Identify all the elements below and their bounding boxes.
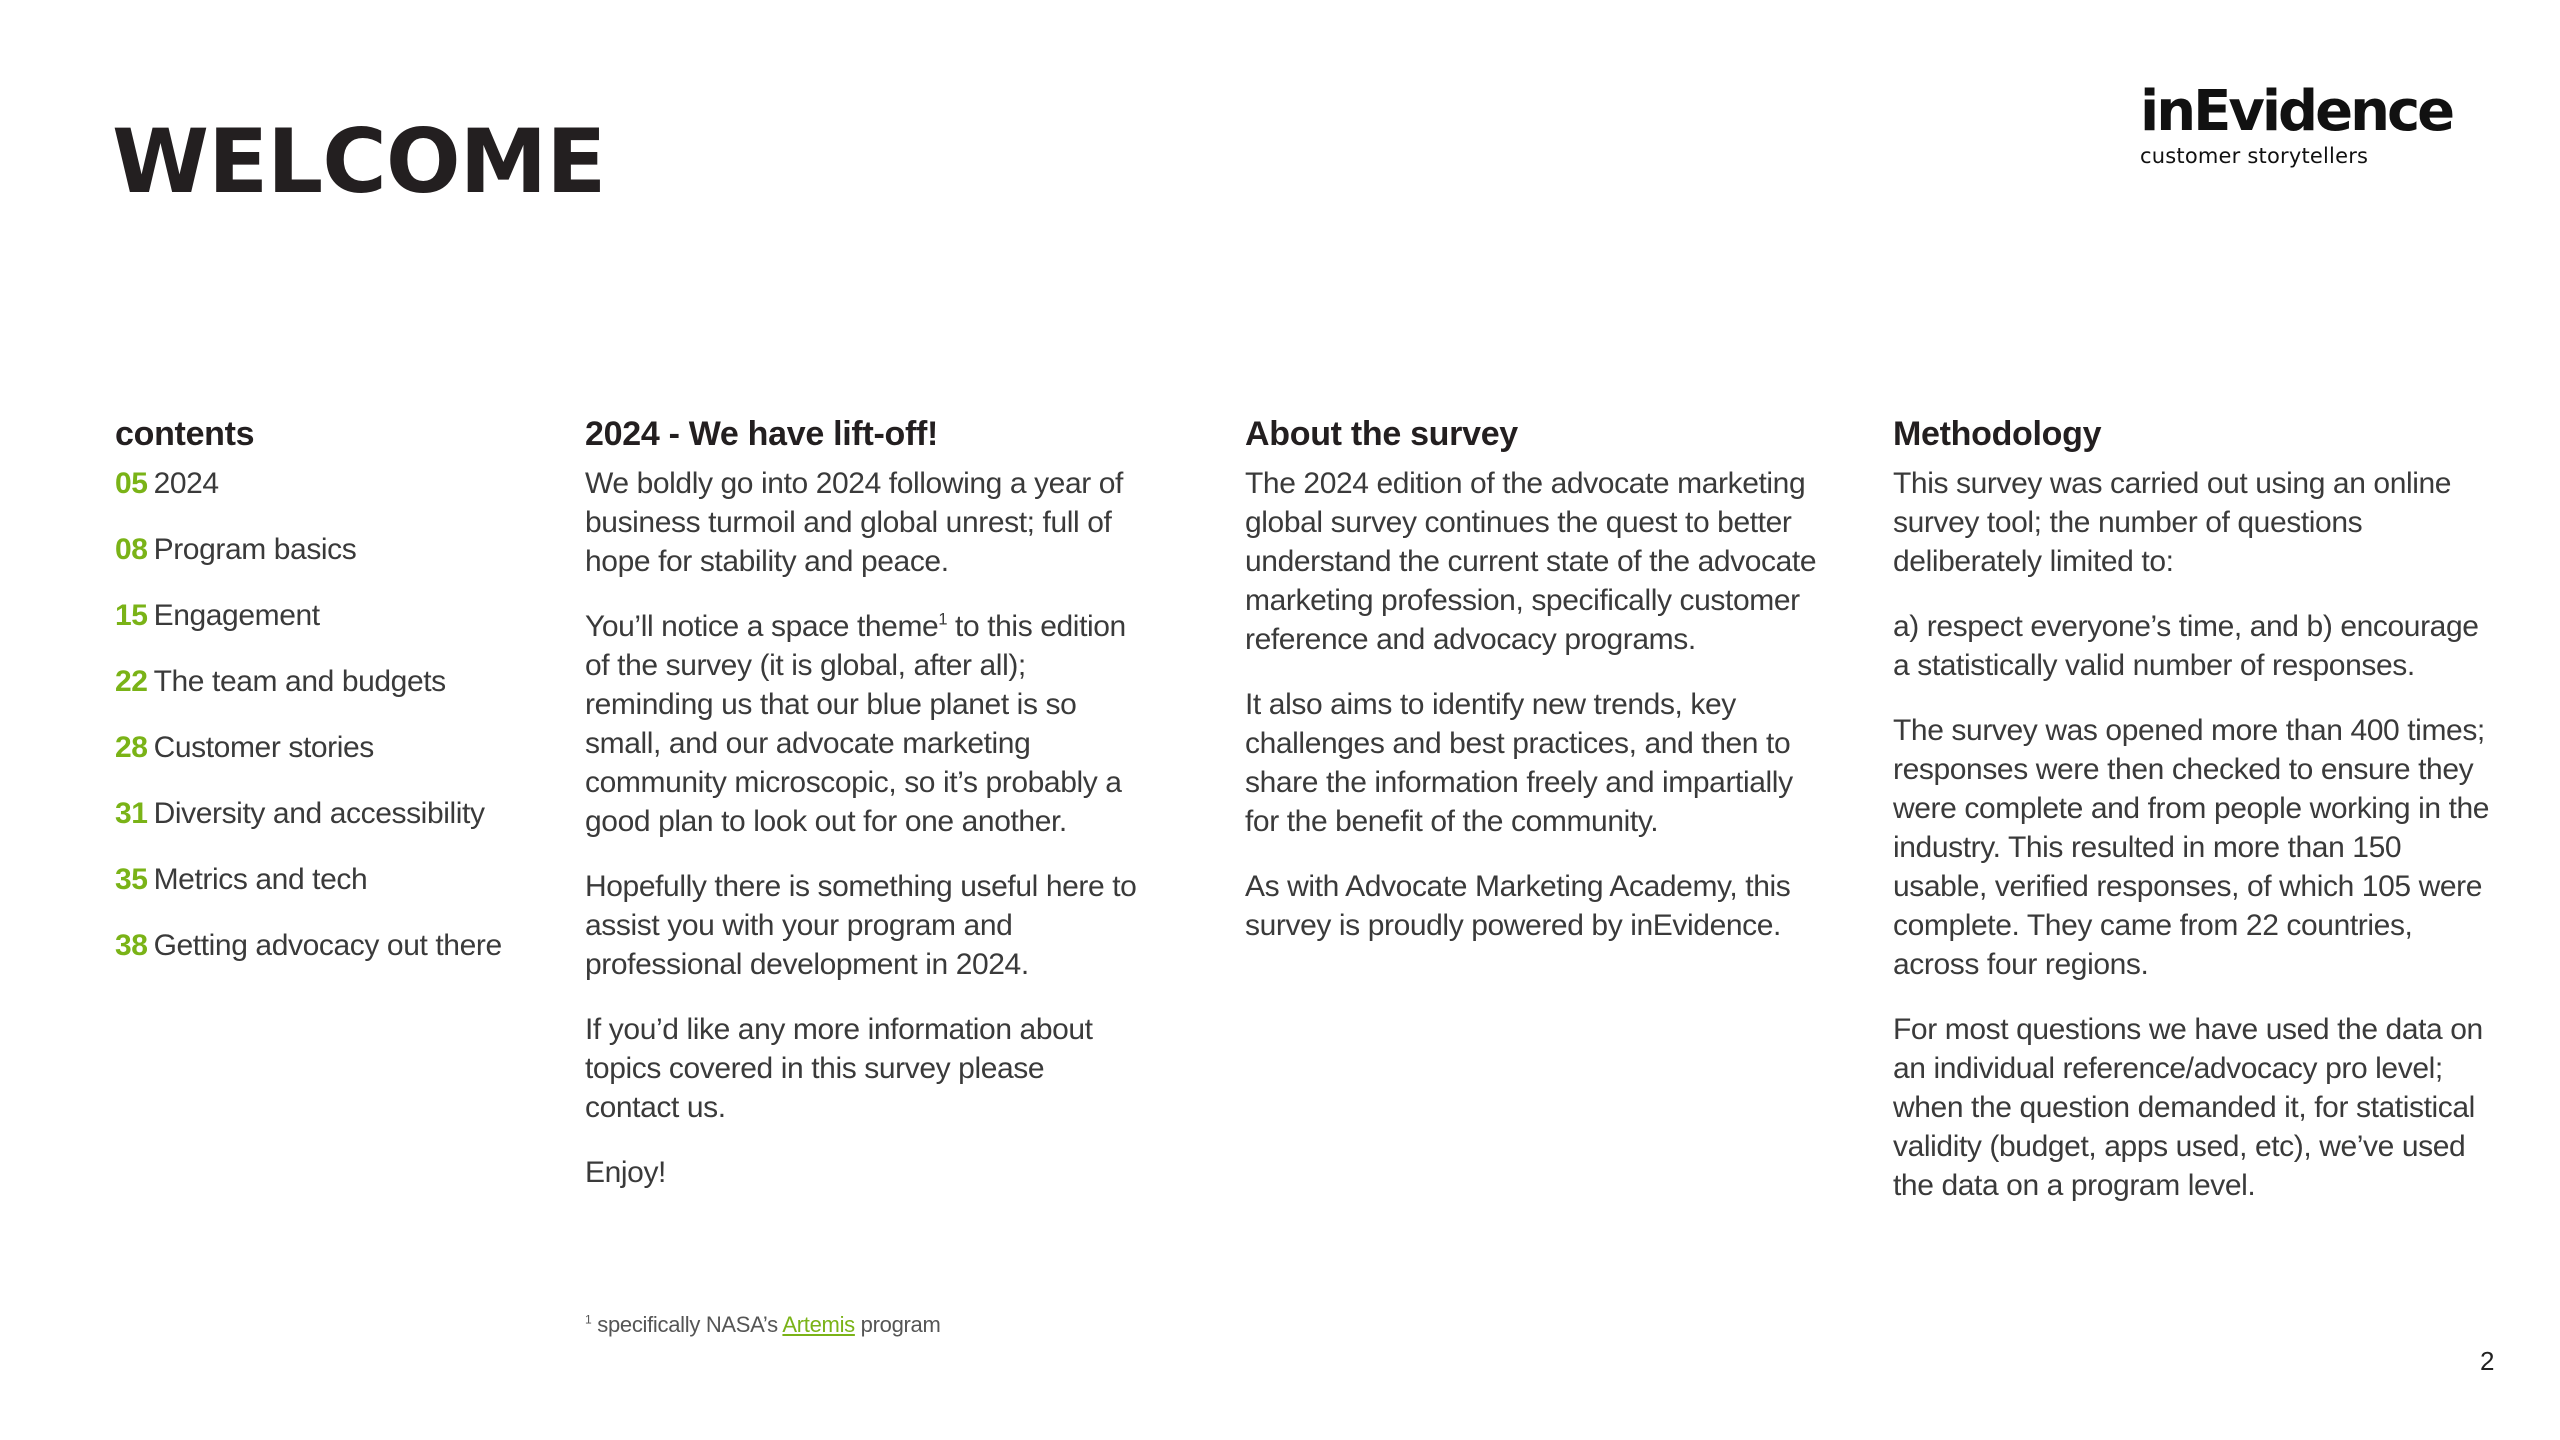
logo-wordmark: inEvidence bbox=[2140, 79, 2453, 144]
contents-page-number: 05 bbox=[115, 467, 148, 500]
liftoff-paragraph bbox=[585, 607, 1145, 841]
footnote-reference: 1 bbox=[938, 610, 948, 629]
contents-page-number: 22 bbox=[115, 665, 148, 698]
inevidence-logo bbox=[2140, 79, 2453, 168]
contents-column bbox=[115, 414, 535, 992]
contents-label: Diversity and accessibility bbox=[153, 797, 485, 830]
about-paragraph: It also aims to identify new trends, key challenges and best practices, and then to share the information freely and impartially for the benefit of the community. bbox=[1245, 688, 1793, 838]
contents-heading: contents bbox=[115, 415, 255, 453]
page-number: 2 bbox=[2480, 1346, 2495, 1376]
footnote-text: specifically NASA’s bbox=[591, 1312, 783, 1337]
logo-tagline: customer storytellers bbox=[2140, 144, 2369, 168]
liftoff-heading: 2024 - We have lift-off! bbox=[585, 415, 939, 453]
about-paragraph: As with Advocate Marketing Academy, this survey is proudly powered by inEvidence. bbox=[1245, 870, 1791, 942]
contents-item[interactable] bbox=[115, 926, 535, 965]
contents-page-number: 15 bbox=[115, 599, 148, 632]
footnote-marker: 1 bbox=[585, 1312, 592, 1327]
methodology-paragraph: a) respect everyone’s time, and b) encourage a statistically valid number of responses. bbox=[1893, 610, 2479, 682]
liftoff-paragraph: Hopefully there is something useful here to assist you with your program and professional development in 2024. bbox=[585, 870, 1137, 981]
liftoff-text: You’ll notice a space theme bbox=[585, 610, 939, 643]
contents-label: Engagement bbox=[153, 599, 320, 632]
contents-label: Metrics and tech bbox=[153, 863, 368, 896]
about-heading: About the survey bbox=[1245, 415, 1518, 453]
contents-item[interactable] bbox=[115, 794, 535, 833]
contents-list bbox=[115, 464, 535, 965]
footnote bbox=[585, 1312, 941, 1338]
contents-label: Program basics bbox=[153, 533, 357, 566]
contents-label: The team and budgets bbox=[153, 665, 446, 698]
liftoff-column bbox=[585, 414, 1145, 1218]
contents-item[interactable] bbox=[115, 464, 535, 503]
artemis-link[interactable]: Artemis bbox=[782, 1312, 855, 1337]
liftoff-paragraph: We boldly go into 2024 following a year of business turmoil and global unrest; full of hope for stability and peace. bbox=[585, 467, 1123, 578]
contents-label: Customer stories bbox=[153, 731, 374, 764]
footnote-text: program bbox=[854, 1312, 941, 1337]
contents-page-number: 35 bbox=[115, 863, 148, 896]
liftoff-text: to this edition of the survey (it is global, after all); reminding us that our blue planet is so small, and our advocate marketing community microscopic, so it’s probably a good plan to look out for one another. bbox=[585, 610, 1126, 838]
contents-page-number: 28 bbox=[115, 731, 148, 764]
methodology-paragraph: This survey was carried out using an online survey tool; the number of questions deliberately limited to: bbox=[1893, 467, 2452, 578]
contents-page-number: 38 bbox=[115, 929, 148, 962]
about-paragraph: The 2024 edition of the advocate marketing global survey continues the quest to better understand the current state of the advocate marketing profession, specifically customer reference and advocacy programs. bbox=[1245, 467, 1817, 656]
contents-item[interactable] bbox=[115, 728, 535, 767]
contents-label: 2024 bbox=[153, 467, 219, 500]
contents-item[interactable] bbox=[115, 860, 535, 899]
contents-item[interactable] bbox=[115, 662, 535, 701]
contents-label: Getting advocacy out there bbox=[153, 929, 502, 962]
contents-item[interactable] bbox=[115, 530, 535, 569]
contents-page-number: 31 bbox=[115, 797, 148, 830]
methodology-paragraph: For most questions we have used the data on an individual reference/advocacy pro level; when the question demanded it, for statistical validity (budget, apps used, etc), we’ve used the data on a program level. bbox=[1893, 1013, 2483, 1202]
contents-item[interactable] bbox=[115, 596, 535, 635]
methodology-paragraph: The survey was opened more than 400 times; responses were then checked to ensure they were complete and from people working in the industry. This resulted in more than 150 usable, verified responses, of which 105 were complete. They came from 22 countries, across four regions. bbox=[1893, 714, 2490, 981]
about-column bbox=[1245, 414, 1825, 971]
page-title: WELCOME bbox=[112, 110, 606, 213]
methodology-heading: Methodology bbox=[1893, 415, 2102, 453]
contents-page-number: 08 bbox=[115, 533, 148, 566]
liftoff-paragraph: If you’d like any more information about topics covered in this survey please contact us. bbox=[585, 1013, 1093, 1124]
methodology-column bbox=[1893, 414, 2493, 1231]
liftoff-paragraph: Enjoy! bbox=[585, 1156, 666, 1189]
